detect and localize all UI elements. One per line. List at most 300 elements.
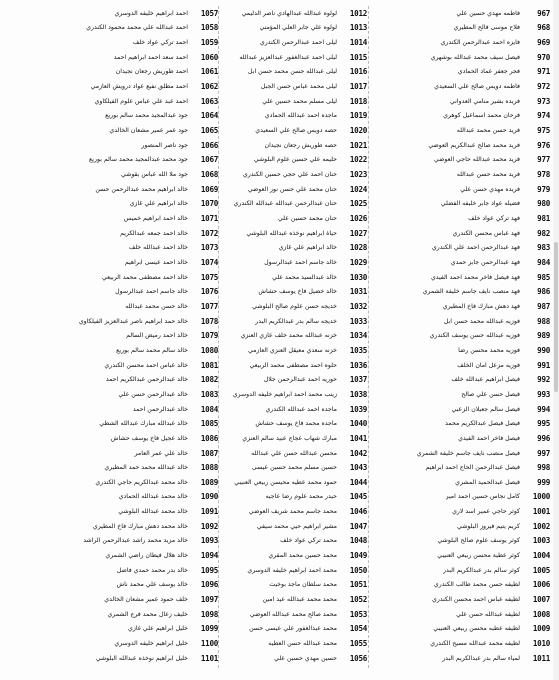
list-item xyxy=(370,607,550,622)
list-item xyxy=(40,35,218,50)
entry-number: 974 xyxy=(537,111,550,121)
entry-number: 1050 xyxy=(349,565,367,575)
entry-number: 1034 xyxy=(349,331,367,341)
list-item xyxy=(40,270,218,285)
list-item xyxy=(370,504,550,519)
entry-name: كامل نجاس حسين احمد امير xyxy=(445,493,520,501)
entry-number: 1092 xyxy=(200,521,218,531)
list-item xyxy=(192,548,367,563)
entry-number: 997 xyxy=(537,448,550,458)
entry-number: 1097 xyxy=(200,595,218,605)
entry-number: 1084 xyxy=(200,404,218,414)
entry-number: 1090 xyxy=(200,492,218,502)
list-item xyxy=(192,226,367,241)
entry-name: حسين مسلم محمد حسين عيسى xyxy=(251,464,337,472)
entry-name: فيصل ابراهيم عبدالله خلف xyxy=(451,376,520,384)
entry-name: ليلى محمد عباس حسن الجبل xyxy=(260,83,337,91)
entry-number: 1083 xyxy=(200,389,218,399)
list-item xyxy=(192,79,367,94)
entry-number: 968 xyxy=(537,23,550,33)
entry-name: فيصل منصب نايف جاسم خليفة الشمري xyxy=(416,449,520,457)
entry-name: فيصل عبدالرحمن الحاج احمد ابراهيم xyxy=(425,464,520,472)
list-item xyxy=(370,387,550,402)
list-item xyxy=(40,592,218,607)
list-item xyxy=(192,519,367,534)
list-item xyxy=(40,299,218,314)
entry-number: 1024 xyxy=(349,184,367,194)
list-item xyxy=(192,622,367,637)
entry-number: 1063 xyxy=(200,96,218,106)
list-item xyxy=(192,607,367,622)
list-item xyxy=(40,636,218,651)
entry-number: 984 xyxy=(537,257,550,267)
list-item xyxy=(40,431,218,446)
list-item xyxy=(192,35,367,50)
entry-number: 1081 xyxy=(200,360,218,370)
entry-name: خالد محمد عبدالله البلوشي xyxy=(118,508,188,516)
list-item xyxy=(40,138,218,153)
entry-number: 1010 xyxy=(532,639,550,649)
entry-number: 1025 xyxy=(349,199,367,209)
entry-name: كوثر يوسف علوم صالح البلوشي xyxy=(437,537,520,545)
list-item xyxy=(370,138,550,153)
column-divider xyxy=(368,6,369,668)
entry-name: حصه دويس صالح علي السعيدي xyxy=(255,127,337,135)
entry-number: 1016 xyxy=(349,67,367,77)
list-item xyxy=(40,79,218,94)
entry-number: 1015 xyxy=(349,52,367,62)
entry-name: خالد احمد ابراهيم خميس xyxy=(123,215,188,223)
list-item xyxy=(40,153,218,168)
entry-number: 972 xyxy=(537,82,550,92)
list-item xyxy=(370,534,550,549)
list-item xyxy=(40,343,218,358)
entry-name: محمد عبدالغفور علي عيسى حسن xyxy=(249,625,337,633)
entry-name: مبارك شهاب عجاج عبيد سالم العنزي xyxy=(242,434,337,442)
entry-name: خديجه سالم بدر عبدالكريم البدر xyxy=(255,317,337,325)
list-item xyxy=(370,226,550,241)
list-item xyxy=(40,402,218,417)
entry-name: خديجه حسن علوم صالح البلوشي xyxy=(252,302,337,310)
list-item xyxy=(370,65,550,80)
entry-name: خليل ابراهيم علي غازي xyxy=(128,625,188,633)
list-item xyxy=(370,578,550,593)
entry-name: فيصل سيف محمد عبدالله بوشهري xyxy=(430,53,520,61)
entry-name: خالد عباس احمد محسن الكندري xyxy=(104,361,188,369)
list-item xyxy=(40,446,218,461)
entry-name: خالد احمد رميض السالم xyxy=(126,332,188,340)
entry-number: 1032 xyxy=(349,301,367,311)
entry-number: 1075 xyxy=(200,272,218,282)
entry-number: 979 xyxy=(537,184,550,194)
entry-name: محمد تركي عواد خلف xyxy=(280,537,337,545)
entry-name: خالد خضيل فاخ يوسف حشاش xyxy=(258,288,337,296)
entry-number: 1067 xyxy=(200,155,218,165)
entry-name: كوثر سالم بدر عبدالكريم البدر xyxy=(443,566,520,574)
list-item xyxy=(192,328,367,343)
list-item xyxy=(192,416,367,431)
entry-number: 1040 xyxy=(349,419,367,429)
entry-name: لطيفه عطيه محسن ربيعي العنيبي xyxy=(433,625,520,633)
entry-number: 1085 xyxy=(200,419,218,429)
entry-number: 1021 xyxy=(349,140,367,150)
entry-number: 969 xyxy=(537,38,550,48)
list-item xyxy=(192,636,367,651)
list-item xyxy=(192,446,367,461)
entry-number: 1037 xyxy=(349,375,367,385)
entry-name: خالد ابراهيم علي غازي xyxy=(278,244,337,252)
list-item xyxy=(370,402,550,417)
list-item xyxy=(40,651,218,666)
entry-name: خالد عبدالرحمن عبدالكريم احمد xyxy=(105,376,188,384)
entry-number: 1022 xyxy=(349,155,367,165)
scrollbar-thumb[interactable] xyxy=(554,242,558,392)
list-item xyxy=(40,241,218,256)
entry-name: كوثر حاجي عمير اسد لاري xyxy=(452,508,520,516)
entry-name: خالد جاسم احمد عبدالرسول xyxy=(264,258,337,266)
list-item xyxy=(370,431,550,446)
list-item xyxy=(40,167,218,182)
list-item xyxy=(192,578,367,593)
entry-name: فوزيه مزعل امان الخلف xyxy=(457,361,520,369)
entry-name: حسين مهدي حسين علي xyxy=(274,654,337,662)
list-item xyxy=(192,21,367,36)
entry-name: جود محمد عبدالمجيد محمد سالم بوريع xyxy=(89,156,188,164)
entry-name: جود عمر عمير مشعان الخالدي xyxy=(109,127,188,135)
entry-name: محمد محمد عبدالله عيد امين xyxy=(262,596,337,604)
entry-number: 1099 xyxy=(200,624,218,634)
entry-number: 1039 xyxy=(349,404,367,414)
entry-name: فرحان محمد اسماعيل كوهري xyxy=(443,112,520,120)
entry-number: 1004 xyxy=(532,551,550,561)
list-item xyxy=(370,622,550,637)
entry-name: لمياء سالم بدر عبدالكريم البدر xyxy=(442,654,520,662)
entry-name: فهد عباس محسن الكندري xyxy=(452,229,520,237)
entry-number: 1006 xyxy=(532,580,550,590)
entry-number: 1038 xyxy=(349,389,367,399)
entry-number: 1049 xyxy=(349,551,367,561)
list-item xyxy=(192,402,367,417)
entry-name: لطيفه عبدالله حسن علي xyxy=(456,610,520,618)
entry-name: فايزه احمد عبدالرحمن الكندري xyxy=(440,39,520,47)
entry-number: 1071 xyxy=(200,214,218,224)
list-item xyxy=(370,636,550,651)
entry-number: 992 xyxy=(537,375,550,385)
list-item xyxy=(192,504,367,519)
entry-name: خالد محمد عبدالله الحمادي xyxy=(118,493,188,501)
entry-number: 988 xyxy=(537,316,550,326)
entry-name: خزنه سعدي معيقل العنزي العازمي xyxy=(247,346,337,354)
list-item xyxy=(370,109,550,124)
entry-number: 1031 xyxy=(349,287,367,297)
list-item xyxy=(370,475,550,490)
entry-name: خالد احمد مصطفى محمد الربيعي xyxy=(101,273,188,281)
entry-number: 995 xyxy=(537,419,550,429)
entry-number: 1048 xyxy=(349,536,367,546)
list-item xyxy=(370,563,550,578)
entry-name: فريد محمد صالح عبدالكريم العوضي xyxy=(428,141,520,149)
entry-name: كوثر عطية محسن ربيعي العنيبي xyxy=(437,552,520,560)
entry-number: 1091 xyxy=(200,507,218,517)
entry-number: 980 xyxy=(537,199,550,209)
entry-number: 989 xyxy=(537,331,550,341)
list-item xyxy=(40,534,218,549)
entry-name: فاطمه دويس صالح علي السعيدي xyxy=(434,83,520,91)
entry-number: 1078 xyxy=(200,316,218,326)
entry-number: 975 xyxy=(537,126,550,136)
entry-name: خالد احمد عبدالله خلف xyxy=(128,244,188,252)
entry-number: 967 xyxy=(537,8,550,18)
entry-number: 1065 xyxy=(200,126,218,136)
entry-name: حنان محمد حسين علي xyxy=(278,215,337,223)
list-item xyxy=(370,519,550,534)
list-item xyxy=(370,6,550,21)
entry-name: فريد محمد عبدالله حاجي العوضي xyxy=(433,156,520,164)
list-item xyxy=(370,94,550,109)
entry-name: فيصل سالم جعيلان الزعبي xyxy=(451,405,520,413)
list-item xyxy=(40,563,218,578)
list-item xyxy=(40,284,218,299)
list-item xyxy=(370,372,550,387)
vertical-scrollbar[interactable] xyxy=(553,0,559,680)
entry-number: 1042 xyxy=(349,448,367,458)
entry-number: 1051 xyxy=(349,580,367,590)
list-item xyxy=(192,534,367,549)
entry-name: خالد علي عمر العامر xyxy=(134,449,188,457)
list-item xyxy=(370,21,550,36)
entry-number: 1073 xyxy=(200,243,218,253)
entry-name: فهد دهش مبارك فاخ المطيري xyxy=(442,302,520,310)
entry-number: 1057 xyxy=(200,8,218,18)
entry-name: ماجده احمد عبدالله الحمادي xyxy=(264,112,337,120)
list-item xyxy=(370,270,550,285)
entry-name: حنان محمد علي حسن نور العوضي xyxy=(247,185,337,193)
list-item xyxy=(192,270,367,285)
list-item xyxy=(192,563,367,578)
entry-name: خالد احمد جمعه عبدالكريم xyxy=(120,229,188,237)
list-item xyxy=(40,226,218,241)
list-item xyxy=(370,123,550,138)
entry-name: لولوه عبدالله عبدالهادي ناصر الدليمي xyxy=(241,9,337,17)
list-item xyxy=(192,358,367,373)
entry-name: محمد سلطان ماجد بوخيت xyxy=(269,581,337,589)
entry-name: خالد مزيد محمد راشد عبدالرحمن الراشد xyxy=(83,537,188,545)
entry-name: فجر جعفر عماد الحمادي xyxy=(457,68,520,76)
entry-number: 1028 xyxy=(349,243,367,253)
list-item xyxy=(192,6,367,21)
list-item xyxy=(40,358,218,373)
entry-number: 1023 xyxy=(349,170,367,180)
entry-name: مشير ابراهيم حيي محمد سيفي xyxy=(256,522,337,530)
entry-name: خالد هلال فيطان راضي الشمري xyxy=(105,552,188,560)
entry-number: 1012 xyxy=(349,8,367,18)
list-item xyxy=(370,182,550,197)
entry-number: 1094 xyxy=(200,551,218,561)
list-item xyxy=(192,153,367,168)
entry-number: 973 xyxy=(537,96,550,106)
entry-number: 1093 xyxy=(200,536,218,546)
entry-name: خالد يوسف علي محمد ناش xyxy=(116,581,188,589)
list-item xyxy=(192,182,367,197)
entry-number: 990 xyxy=(537,345,550,355)
entry-name: ليلى احمد عبدالرحمن الكندري xyxy=(259,39,337,47)
entry-number: 1087 xyxy=(200,448,218,458)
entry-number: 987 xyxy=(537,301,550,311)
list-item xyxy=(370,299,550,314)
entry-number: 976 xyxy=(537,140,550,150)
entry-number: 1003 xyxy=(532,536,550,546)
entry-name: فهد عبدالرحمن احمد علي الكندري xyxy=(431,244,520,252)
entry-name: محمد عبدالله حسن العطيه xyxy=(268,640,337,648)
list-item xyxy=(370,416,550,431)
names-column-3 xyxy=(40,6,218,666)
entry-number: 996 xyxy=(537,433,550,443)
entry-number: 1068 xyxy=(200,170,218,180)
entry-name: فيصل حسن علي صالح xyxy=(461,390,520,398)
entry-number: 1074 xyxy=(200,257,218,267)
entry-number: 1070 xyxy=(200,199,218,209)
entry-name: كريم يتيم فيروز البلوشي xyxy=(457,522,520,530)
list-item xyxy=(192,490,367,505)
entry-number: 1058 xyxy=(200,23,218,33)
list-item xyxy=(40,519,218,534)
entry-name: حيدر محمد علوم رضا عاجيه xyxy=(265,493,337,501)
entry-name: فريده بشير منامي العدواني xyxy=(450,97,520,105)
list-item xyxy=(192,651,367,666)
list-item xyxy=(192,343,367,358)
list-item xyxy=(370,255,550,270)
entry-number: 1095 xyxy=(200,565,218,575)
entry-name: محمد احمد ابراهيم خليفه الدوسري xyxy=(247,566,337,574)
entry-number: 993 xyxy=(537,389,550,399)
entry-number: 978 xyxy=(537,170,550,180)
entry-number: 1062 xyxy=(200,82,218,92)
list-item xyxy=(192,138,367,153)
entry-number: 1005 xyxy=(532,565,550,575)
entry-number: 1047 xyxy=(349,521,367,531)
entry-number: 1096 xyxy=(200,580,218,590)
list-item xyxy=(370,50,550,65)
entry-name: خليل ابراهيم خليفه الدوسري xyxy=(114,640,188,648)
entry-name: فوزيه عبدالله حسن يوسف الكندري xyxy=(429,332,520,340)
list-item xyxy=(370,79,550,94)
entry-name: فيصل فيصل عبدالكريم محمد xyxy=(445,420,520,428)
entry-number: 1009 xyxy=(532,624,550,634)
list-item xyxy=(370,358,550,373)
list-item xyxy=(40,197,218,212)
list-item xyxy=(370,241,550,256)
entry-name: خالد عبدالله مبارك عبدالله الشطي xyxy=(99,420,188,428)
entry-name: فهد تركي عواد خلف xyxy=(468,215,520,223)
entry-name: احمد سعد احمد ابراهيم احمد xyxy=(113,53,188,61)
entry-number: 1088 xyxy=(200,463,218,473)
entry-number: 986 xyxy=(537,287,550,297)
entry-name: خالد جاسم احمد عبدالرسول xyxy=(115,288,188,296)
entry-name: خالد عجيل فاخ يوسف حشاش xyxy=(110,434,188,442)
entry-name: خزنه عبدالله محمد خلف عازي العنزي xyxy=(240,332,337,340)
entry-number: 1035 xyxy=(349,345,367,355)
entry-number: 1101 xyxy=(200,653,218,663)
entry-name: احمد ابراهيم خليفه الدوسري xyxy=(114,9,188,17)
entry-number: 998 xyxy=(537,463,550,473)
list-item xyxy=(192,50,367,65)
entry-number: 1027 xyxy=(349,228,367,238)
entry-number: 1046 xyxy=(349,507,367,517)
entry-number: 1041 xyxy=(349,433,367,443)
list-item xyxy=(40,475,218,490)
entry-number: 1020 xyxy=(349,126,367,136)
list-item xyxy=(40,504,218,519)
entry-number: 1055 xyxy=(349,639,367,649)
list-item xyxy=(192,241,367,256)
entry-number: 985 xyxy=(537,272,550,282)
entry-number: 1007 xyxy=(532,595,550,605)
entry-name: حنان عبدالرحمن عبدالله عبدالله الكندري xyxy=(233,200,337,208)
list-item xyxy=(192,372,367,387)
entry-name: ماجده محمد فاخ يوسف حشاش xyxy=(255,420,337,428)
list-item xyxy=(40,50,218,65)
entry-name: خالد بدر محمد حمدي فاضل xyxy=(116,566,188,574)
list-item xyxy=(192,431,367,446)
list-item xyxy=(40,372,218,387)
list-item xyxy=(40,255,218,270)
list-item xyxy=(370,460,550,475)
entry-number: 1086 xyxy=(200,433,218,443)
list-item xyxy=(40,328,218,343)
entry-name: خالد محمد دهش مبارك فاخ المطيري xyxy=(92,522,188,530)
entry-name: ليلى مسلم محمد حسين علي xyxy=(262,97,337,105)
entry-name: خالد احمد عيسى ابراهيم xyxy=(124,258,188,266)
entry-name: حليمه علي حسين علوم البلوشي xyxy=(253,156,337,164)
list-item xyxy=(40,109,218,124)
entry-number: 1043 xyxy=(349,463,367,473)
entry-number: 1013 xyxy=(349,23,367,33)
list-item xyxy=(40,387,218,402)
list-item xyxy=(40,460,218,475)
entry-number: 1064 xyxy=(200,111,218,121)
entry-name: حنان احمد علي حجي حسين الكندري xyxy=(242,171,337,179)
entry-name: فريد محمد حسن عبدالله xyxy=(456,171,520,179)
entry-number: 1079 xyxy=(200,331,218,341)
list-item xyxy=(40,6,218,21)
entry-name: جود ملا الله عباس بقوشي xyxy=(120,171,188,179)
entry-name: حصه طوريش رجعان نجيدان xyxy=(264,141,337,149)
list-item xyxy=(40,94,218,109)
entry-name: فهد فيصل فاخر محمد احمد الفيدي xyxy=(430,273,520,281)
list-item xyxy=(192,167,367,182)
entry-name: ماجده احمد عبدالله الكندري xyxy=(265,405,337,413)
entry-number: 1056 xyxy=(349,653,367,663)
entry-number: 1082 xyxy=(200,375,218,385)
entry-name: خليل ابراهيم نوخذه عبدالله البلوشي xyxy=(95,654,188,662)
list-item xyxy=(40,123,218,138)
list-item xyxy=(370,328,550,343)
list-item xyxy=(40,416,218,431)
entry-name: احمد عبد علي عباس علوم الفيلكاوي xyxy=(94,97,188,105)
entry-name: فريد حسن محمد عبدالله xyxy=(456,127,520,135)
entry-name: احمد تركي عواد خلف xyxy=(132,39,188,47)
entry-name: ليلى احمد عبدالغفور عبدالعزيز عبدالله xyxy=(239,53,337,61)
list-item xyxy=(370,167,550,182)
entry-number: 1002 xyxy=(532,521,550,531)
list-item xyxy=(370,284,550,299)
list-item xyxy=(40,548,218,563)
list-item xyxy=(192,475,367,490)
list-item xyxy=(192,65,367,80)
entry-name: محمد حسين محمد المقري xyxy=(268,552,337,560)
entry-number: 1069 xyxy=(200,184,218,194)
list-item xyxy=(40,622,218,637)
